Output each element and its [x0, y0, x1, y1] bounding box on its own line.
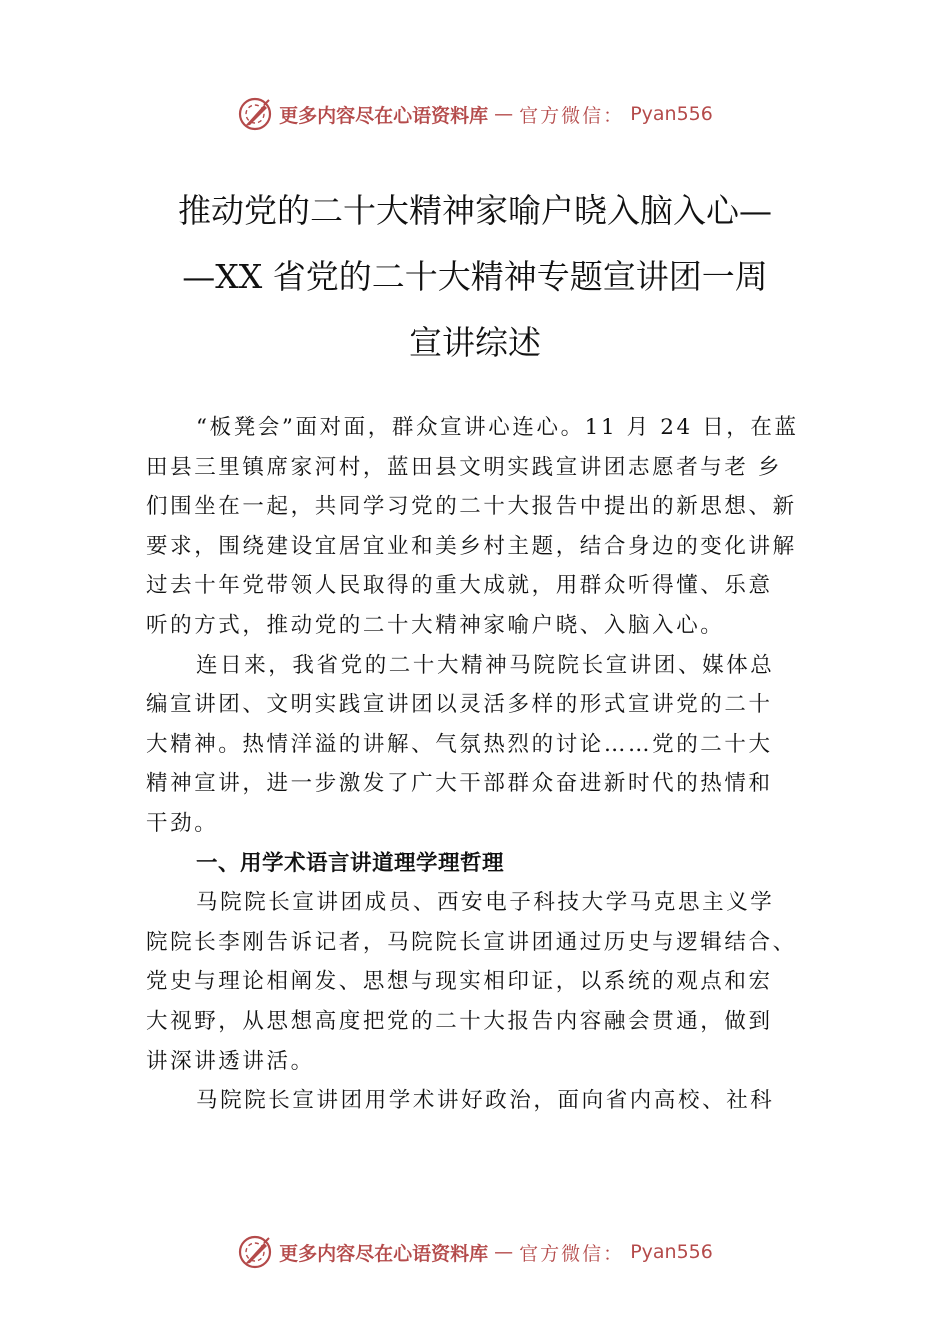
- title-line: —XX 省党的二十大精神专题宣讲团一周: [182, 257, 768, 296]
- watermark-wechat-id: Pyan556: [630, 103, 713, 125]
- quill-logo-icon: [237, 96, 273, 132]
- watermark-label: 官方微信：: [519, 1242, 625, 1265]
- watermark-text: 更多内容尽在心语资料库: [279, 104, 489, 127]
- watermark-separator: —: [494, 1241, 514, 1263]
- text-line: 过去十年党带领人民取得的重大成就，用群众听得懂、乐意: [146, 573, 773, 599]
- paragraph-1: [146, 408, 806, 646]
- quill-logo-icon: [237, 1234, 273, 1270]
- paragraph-4: [146, 1081, 806, 1121]
- text-line: 要求，围绕建设宜居宜业和美乡村主题，结合身边的变化讲解: [146, 533, 797, 559]
- title-line: 推动党的二十大精神家喻户晓入脑入心—: [178, 191, 772, 230]
- watermark-separator: —: [494, 103, 514, 125]
- text-line: 编宣讲团、文明实践宣讲团以灵活多样的形式宣讲党的二十: [146, 692, 773, 718]
- document-body: [146, 408, 806, 1121]
- text-line: 讲深讲透讲活。: [146, 1048, 315, 1074]
- text-line: 干劲。: [146, 810, 219, 836]
- watermark-label: 官方微信：: [519, 104, 625, 127]
- document-title: [150, 178, 800, 376]
- text-line: 精神宣讲，进一步激发了广大干部群众奋进新时代的热情和: [146, 771, 773, 797]
- paragraph-2: [146, 646, 806, 844]
- text-line: 田县三里镇席家河村，蓝田县文明实践宣讲团志愿者与老 乡: [146, 454, 783, 480]
- text-line: 大精神。热情洋溢的讲解、气氛热烈的讨论……党的二十大: [146, 731, 773, 757]
- footer-watermark: [0, 1232, 950, 1272]
- paragraph-3: [146, 883, 806, 1081]
- title-line: 宣讲综述: [409, 323, 541, 362]
- text-line: 听的方式，推动党的二十大精神家喻户晓、入脑入心。: [146, 612, 725, 638]
- watermark-text: 更多内容尽在心语资料库: [279, 1242, 489, 1265]
- text-line: “板凳会”面对面，群众宣讲心连心。11 月 24 日，在蓝: [196, 415, 799, 440]
- header-watermark: [0, 94, 950, 134]
- text-line: 马院院长宣讲团用学术讲好政治，面向省内高校、社科: [196, 1088, 775, 1114]
- text-line: 们围坐在一起，共同学习党的二十大报告中提出的新思想、新: [146, 494, 797, 520]
- section-heading-1: 一、用学术语言讲道理学理哲理: [196, 850, 505, 876]
- text-line: 党史与理论相阐发、思想与现实相印证，以系统的观点和宏: [146, 969, 773, 995]
- text-line: 连日来，我省党的二十大精神马院院长宣讲团、媒体总: [196, 652, 775, 678]
- text-line: 院院长李刚告诉记者，马院院长宣讲团通过历史与逻辑结合、: [146, 929, 797, 955]
- text-line: 大视野，从思想高度把党的二十大报告内容融会贯通，做到: [146, 1008, 773, 1034]
- watermark-wechat-id: Pyan556: [630, 1241, 713, 1263]
- text-line: 马院院长宣讲团成员、西安电子科技大学马克思主义学: [196, 890, 775, 916]
